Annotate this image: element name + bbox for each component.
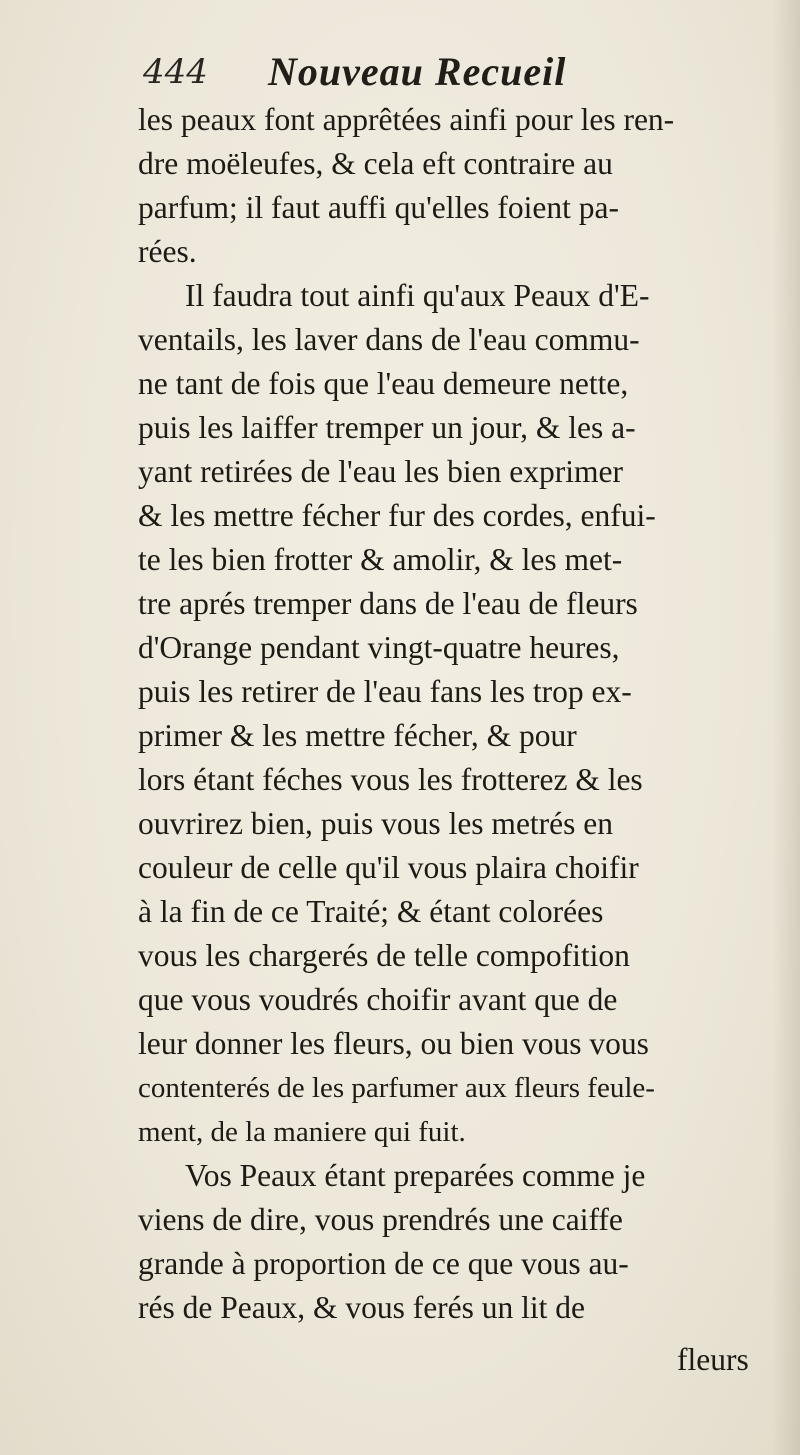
text-line: ment, de la maniere qui fuit. bbox=[138, 1116, 466, 1148]
text-line: que vous voudrés choifir avant que de bbox=[138, 982, 618, 1017]
text-line: contenterés de les parfumer aux fleurs feule- bbox=[138, 1072, 655, 1104]
text-line: Il faudra tout ainfi qu'aux Peaux d'E- bbox=[185, 278, 650, 313]
running-title: Nouveau Recueil bbox=[268, 49, 567, 94]
text-line: les peaux font apprêtées ainfi pour les ren- bbox=[138, 102, 675, 137]
text-line: couleur de celle qu'il vous plaira choifir bbox=[138, 850, 639, 885]
text-line: te les bien frotter & amolir, & les met- bbox=[138, 542, 623, 577]
catchword: fleurs bbox=[677, 1342, 749, 1377]
text-line: rées. bbox=[138, 234, 197, 269]
text-line: ouvrirez bien, puis vous les metrés en bbox=[138, 806, 614, 841]
text-line: rés de Peaux, & vous ferés un lit de bbox=[138, 1290, 586, 1325]
text-line: lors étant féches vous les frotterez & les bbox=[138, 762, 643, 797]
text-line: parfum; il faut auffi qu'elles foient pa- bbox=[138, 190, 619, 225]
text-line: & les mettre fécher fur des cordes, enfui- bbox=[138, 498, 656, 533]
text-line: grande à proportion de ce que vous au- bbox=[138, 1246, 629, 1281]
page-header bbox=[0, 42, 800, 102]
text-line: dre moëleufes, & cela eft contraire au bbox=[138, 146, 613, 181]
text-line: puis les laiffer tremper un jour, & les a- bbox=[138, 410, 636, 445]
text-line: ventails, les laver dans de l'eau commu- bbox=[138, 322, 640, 357]
text-line: Vos Peaux étant preparées comme je bbox=[185, 1158, 646, 1193]
text-line: tre aprés tremper dans de l'eau de fleurs bbox=[138, 586, 638, 621]
text-line: primer & les mettre fécher, & pour bbox=[138, 718, 577, 753]
text-line: vous les chargerés de telle compofition bbox=[138, 938, 630, 973]
text-line: puis les retirer de l'eau fans les trop ex- bbox=[138, 674, 632, 709]
text-line: leur donner les fleurs, ou bien vous vous bbox=[138, 1026, 649, 1061]
text-line: à la fin de ce Traité; & étant colorées bbox=[138, 894, 604, 929]
text-line: yant retirées de l'eau les bien exprimer bbox=[138, 454, 623, 489]
text-line: ne tant de fois que l'eau demeure nette, bbox=[138, 366, 629, 401]
page-number: 444 bbox=[143, 52, 208, 92]
text-line: d'Orange pendant vingt-quatre heures, bbox=[138, 630, 620, 665]
text-line: viens de dire, vous prendrés une caiffe bbox=[138, 1202, 623, 1237]
